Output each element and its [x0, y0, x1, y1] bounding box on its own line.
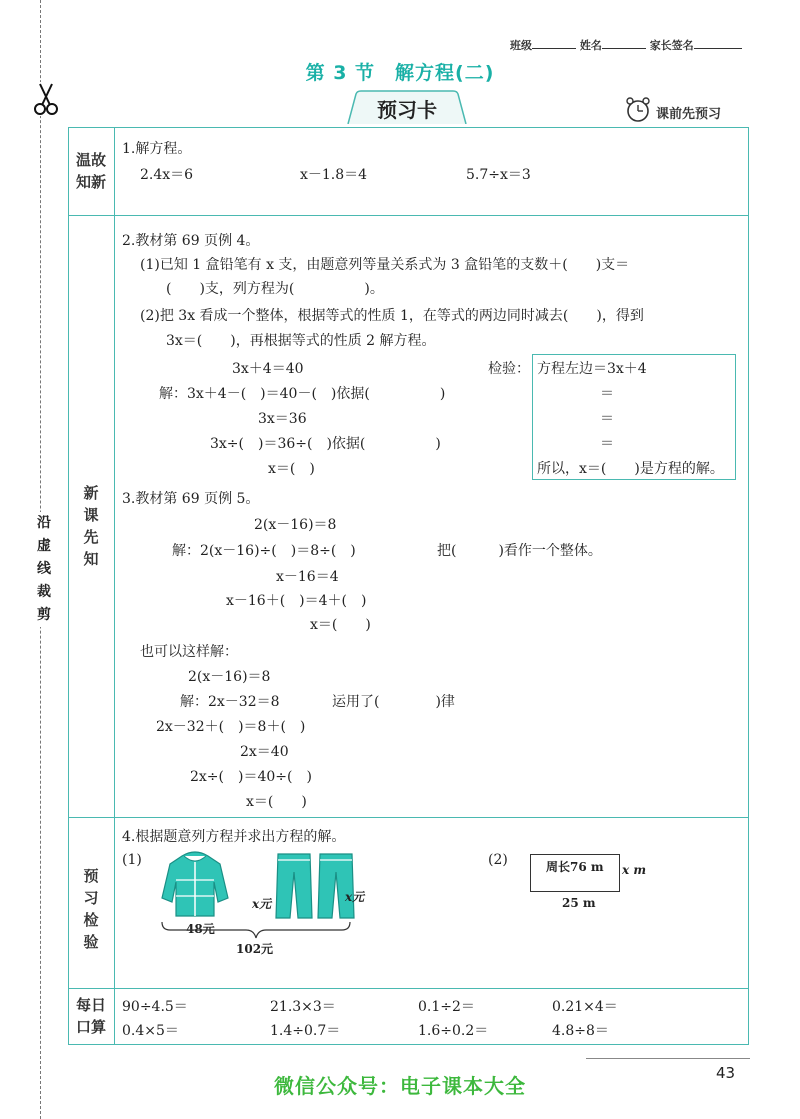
calc-7: 1.6÷0.2＝	[418, 1023, 489, 1039]
total-price: 102元	[236, 942, 274, 956]
row-divider-2	[68, 817, 749, 818]
calc-6: 1.4÷0.7＝	[270, 1023, 341, 1039]
q2-part1-line1: (1)已知 1 盒铅笔有 x 支，由题意列等量关系式为 3 盒铅笔的支数＋( )支＝	[140, 257, 630, 273]
equation-2: x－1.8＝4	[300, 167, 368, 183]
problem-1-label: (1)	[122, 852, 142, 868]
class-label: 班级	[510, 39, 532, 52]
calc-8: 4.8÷8＝	[552, 1023, 609, 1039]
q3-step-4: x＝( )	[310, 617, 371, 633]
alt-step-4: 2x÷( )＝40÷( )	[190, 769, 312, 785]
side-25-label: 25 m	[562, 896, 596, 910]
equation-1: 2.4x＝6	[140, 167, 194, 183]
alt-step-3: 2x＝40	[240, 744, 289, 760]
solve-step-4: x＝( )	[268, 461, 315, 477]
new-lesson-label: 新课先知	[83, 484, 99, 568]
pre-study-label: 课前先预习	[656, 107, 722, 122]
q2-part2-line1: (2)把 3x 看成一个整体，根据等式的性质 1，在等式的两边同时减去( )，得到	[140, 308, 644, 324]
class-blank[interactable]	[532, 38, 576, 49]
question-3-title: 3.教材第 69 页例 5。	[122, 491, 260, 507]
equation-3: 5.7÷x＝3	[466, 167, 531, 183]
calc-2: 21.3×3＝	[270, 999, 336, 1015]
preview-check-label: 预习检验	[83, 867, 99, 951]
section-title: 第 3 节 解方程(二)	[305, 62, 495, 84]
solve-step-1: 解：3x＋4－( )＝40－( )依据( )	[159, 386, 446, 402]
problem-2-label: (2)	[488, 852, 508, 868]
card-title: 预习卡	[377, 98, 437, 122]
jacket-price: 48元	[186, 922, 215, 936]
calc-1: 90÷4.5＝	[122, 999, 188, 1015]
pants-2-price: x元	[345, 890, 365, 904]
pants-1-price: x元	[252, 897, 272, 911]
side-x-label: x m	[622, 863, 647, 877]
jacket-icon	[160, 850, 230, 920]
question-2-title: 2.教材第 69 页例 4。	[122, 233, 260, 249]
label-column-divider	[114, 127, 115, 1045]
alt-solution-title: 也可以这样解：	[140, 644, 238, 660]
check-line-4: ＝	[600, 436, 614, 452]
review-label: 温故知新	[76, 151, 107, 191]
alt-step-2: 2x－32＋( )＝8＋( )	[156, 719, 306, 735]
calc-5: 0.4×5＝	[122, 1023, 179, 1039]
q3-step-1: 解：2(x－16)÷( )＝8÷( )	[172, 543, 356, 559]
check-prefix: 检验：	[488, 361, 530, 377]
perimeter-label: 周长76 m	[546, 860, 604, 874]
question-4-title: 4.根据题意列方程并求出方程的解。	[122, 829, 346, 845]
q3-step-3: x－16＋( )＝4＋( )	[226, 593, 367, 609]
q2-part2-line2: 3x＝( )，再根据等式的性质 2 解方程。	[166, 333, 436, 349]
page-number: 43	[716, 1064, 736, 1082]
q2-part1-line2: ( )支，列方程为( )。	[166, 281, 384, 297]
q3-equation: 2(x－16)＝8	[254, 517, 337, 533]
solve-step-3: 3x÷( )＝36÷( )依据( )	[210, 436, 441, 452]
cut-instruction: 沿虚线裁剪	[36, 512, 52, 627]
alt-note: 运用了( )律	[332, 694, 455, 710]
pants-2-icon	[316, 852, 356, 920]
solve-equation: 3x＋4＝40	[232, 361, 304, 377]
q3-step-2: x－16＝4	[276, 569, 339, 585]
student-info-line	[510, 37, 742, 53]
alt-step-1: 解：2x－32＝8	[180, 694, 280, 710]
parent-sign-label: 家长签名	[649, 39, 694, 52]
name-blank[interactable]	[602, 38, 646, 49]
check-final: 所以，x＝( )是方程的解。	[537, 461, 724, 477]
alt-step-5: x＝( )	[246, 794, 307, 810]
check-line-2: ＝	[600, 386, 614, 402]
pants-1-icon	[274, 852, 314, 920]
row-divider-1	[68, 215, 749, 216]
total-brace	[160, 920, 352, 940]
parent-sign-blank[interactable]	[694, 38, 742, 49]
daily-calc-label: 每日口算	[76, 996, 107, 1036]
alarm-clock-icon	[624, 96, 652, 124]
alt-equation: 2(x－16)＝8	[188, 669, 271, 685]
calc-4: 0.21×4＝	[552, 999, 618, 1015]
solve-step-2: 3x＝36	[258, 411, 307, 427]
calc-3: 0.1÷2＝	[418, 999, 475, 1015]
q3-note: 把( )看作一个整体。	[437, 543, 602, 559]
question-1-title: 1.解方程。	[122, 141, 192, 157]
row-divider-3	[68, 988, 749, 989]
scissors-icon	[32, 82, 60, 116]
page-number-rule	[586, 1058, 750, 1059]
check-line-1: 方程左边＝3x＋4	[537, 361, 647, 377]
watermark: 微信公众号：电子课本大全	[274, 1074, 526, 1098]
name-label: 姓名	[579, 39, 602, 52]
check-line-3: ＝	[600, 411, 614, 427]
